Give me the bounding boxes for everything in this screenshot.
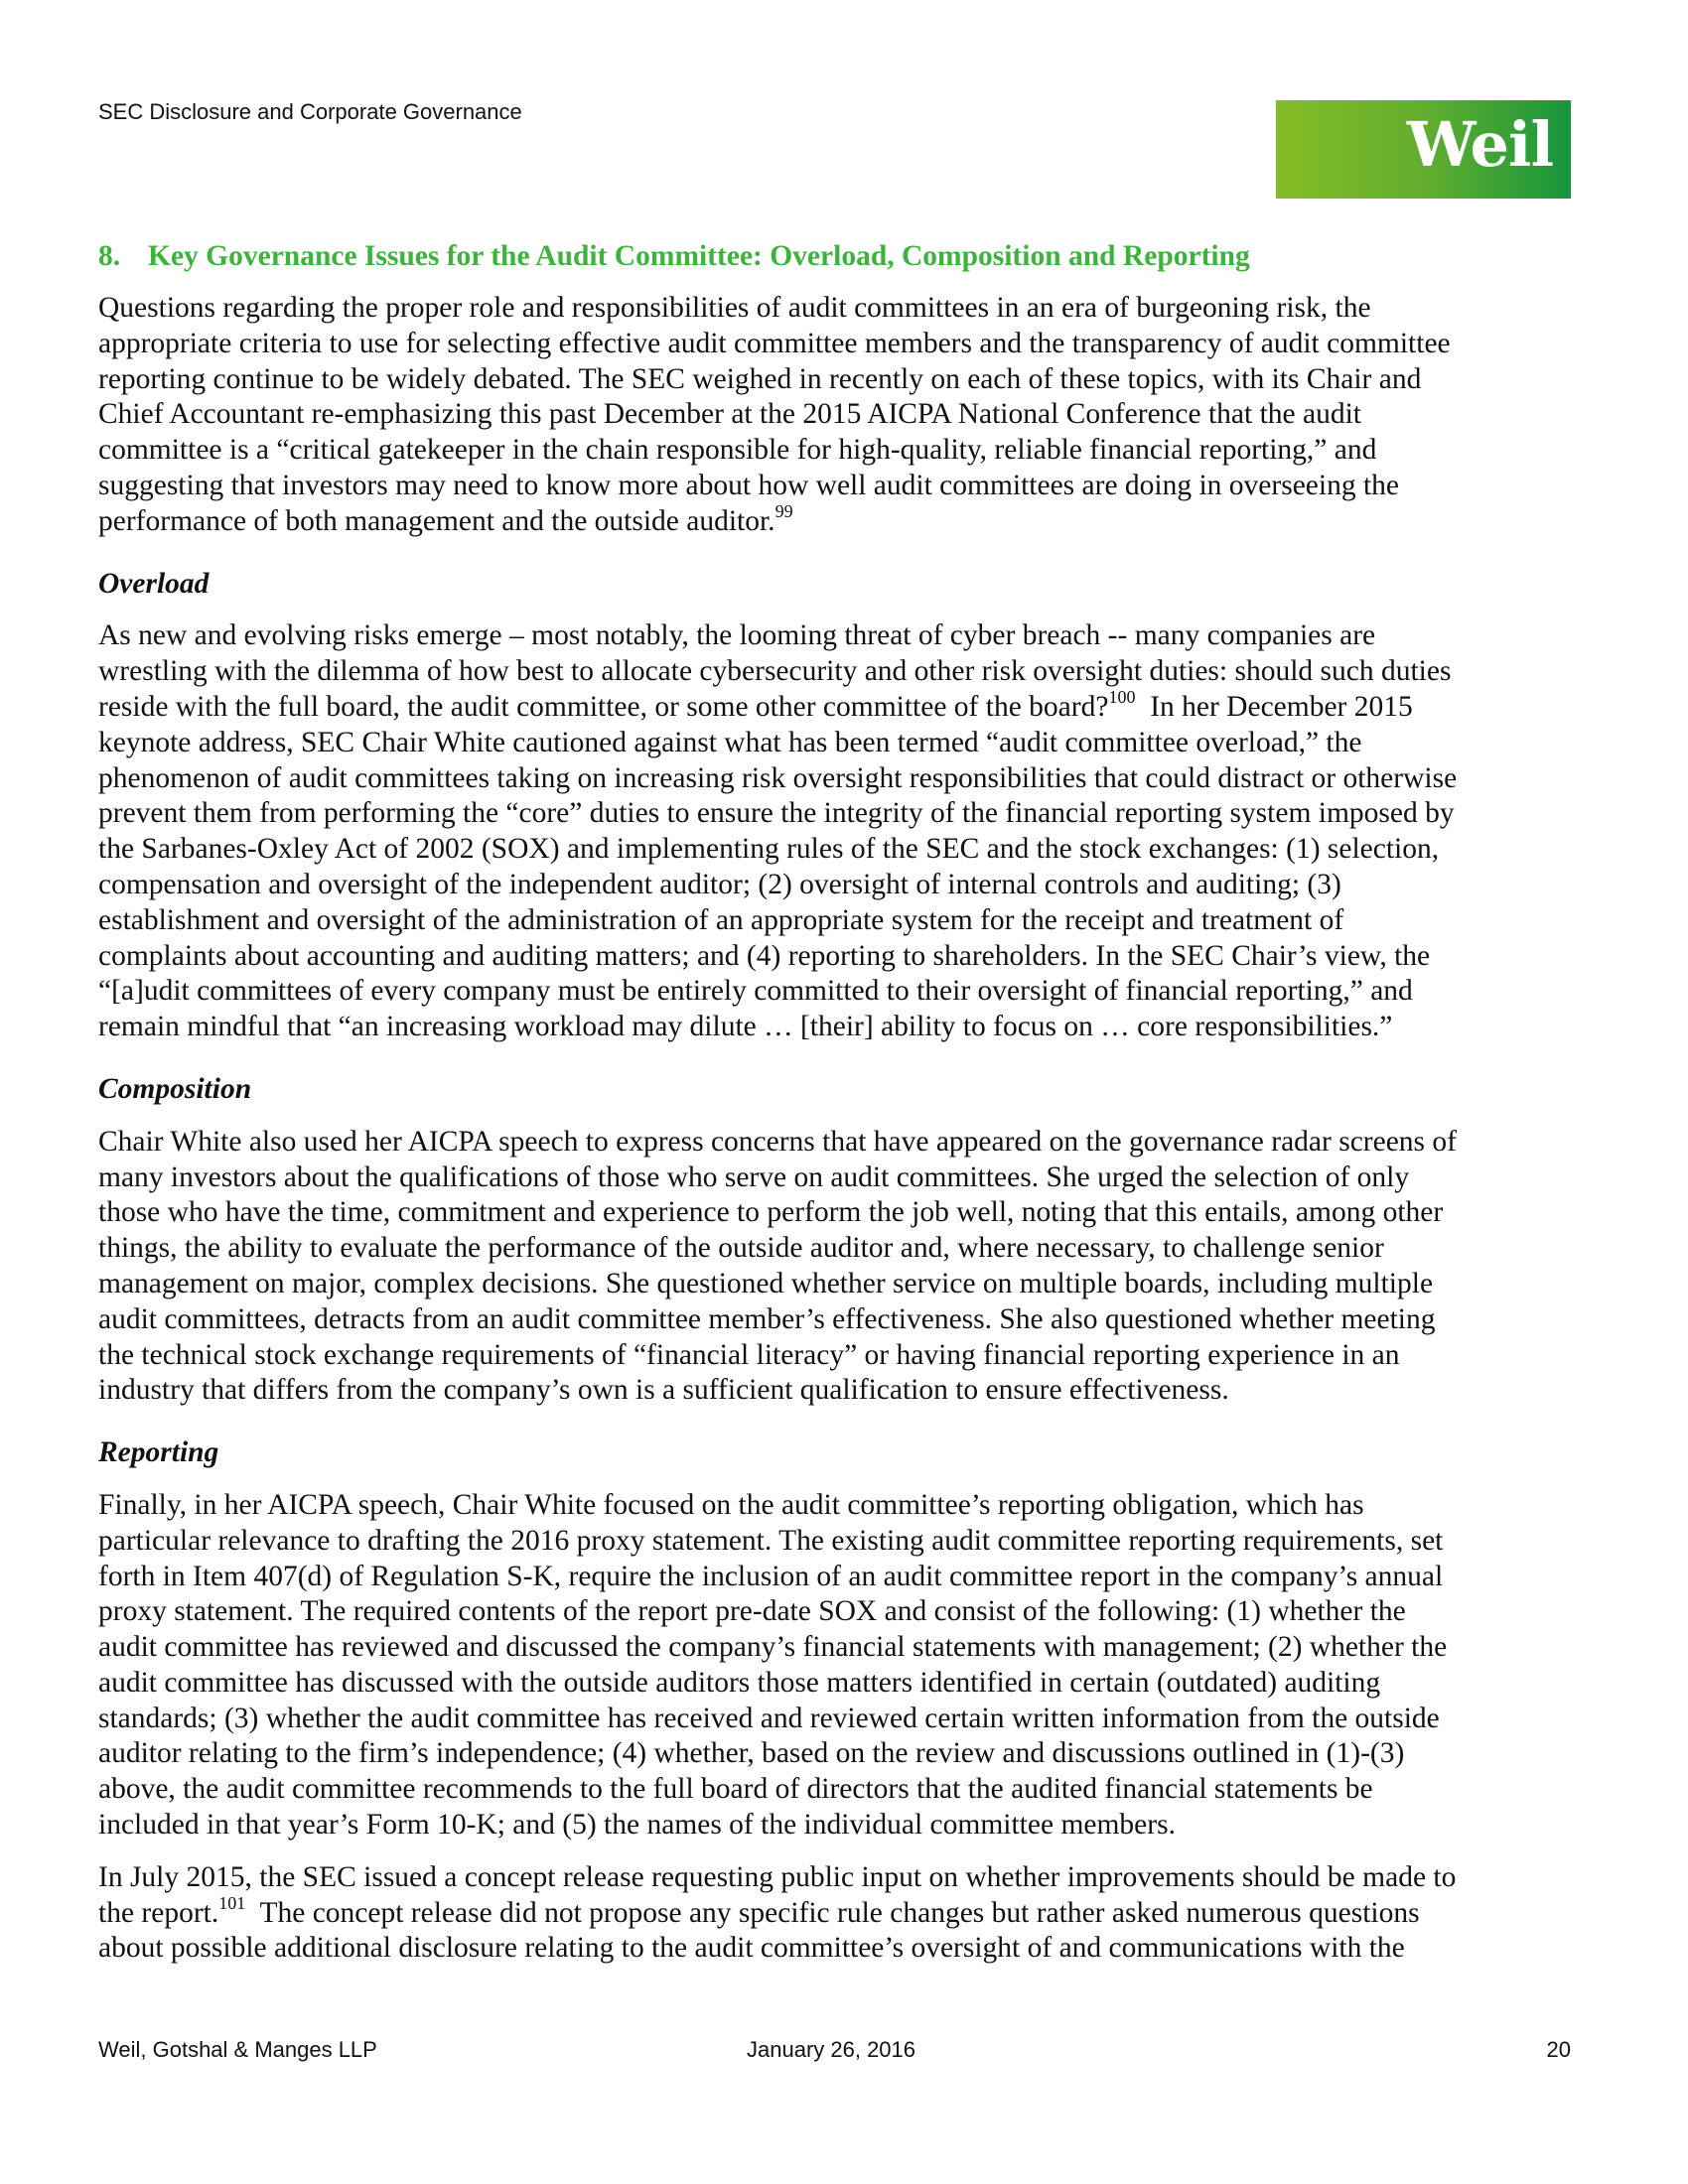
line-text: the technical stock exchange requirements of “financial literacy” or having financial reporting experience in an xyxy=(98,1338,1400,1371)
text-line xyxy=(98,726,1578,761)
text-line xyxy=(98,1666,1578,1702)
line-text: compensation and oversight of the independent auditor; (2) oversight of internal controls and auditing; (3) xyxy=(98,868,1341,900)
text-line xyxy=(98,433,1578,469)
text-line xyxy=(98,796,1578,832)
text-line xyxy=(98,1736,1578,1772)
line-text: phenomenon of audit committees taking on increasing risk oversight responsibilities that could distract or otherwise xyxy=(98,761,1458,794)
text-line xyxy=(98,686,1578,726)
line-text: audit committee has reviewed and discussed the company’s financial statements with management; (2) whether the xyxy=(98,1631,1448,1664)
line-text: above, the audit committee recommends to the full board of directors that the audited financial statements be xyxy=(98,1773,1373,1806)
text-line xyxy=(98,1373,1578,1409)
line-text: reside with the full board, the audit committee, or some other committee of the board? xyxy=(98,690,1109,723)
text-line xyxy=(98,1808,1578,1843)
text-line xyxy=(98,1630,1578,1666)
text-line xyxy=(98,1231,1578,1267)
line-text: wrestling with the dilemma of how best to allocate cybersecurity and other risk oversight duties: should such duties xyxy=(98,655,1452,688)
line-text-continued: In her December 2015 xyxy=(1135,690,1413,723)
line-text: appropriate criteria to use for selecting effective audit committee members and the transparency of audit committee xyxy=(98,327,1451,359)
line-text: Questions regarding the proper role and responsibilities of audit committees in an era of burgeoning risk, the xyxy=(98,292,1371,324)
text-line xyxy=(98,469,1578,504)
text-line xyxy=(98,327,1578,362)
paragraph xyxy=(98,1488,1578,1843)
text-line xyxy=(98,362,1578,398)
line-text: audit committee has discussed with the outside auditors those matters identified in certain (outdated) auditing xyxy=(98,1666,1381,1699)
line-text: Chief Accountant re-emphasizing this past December at the 2015 AICPA National Conference that the audit xyxy=(98,398,1361,431)
paragraph xyxy=(98,618,1578,1045)
line-text: many investors about the qualifications of those who serve on audit committees. She urged the selection of only xyxy=(98,1160,1410,1193)
text-line xyxy=(98,1860,1578,1896)
line-text-continued: The concept release did not propose any specific rule changes but rather asked numerous questions xyxy=(245,1896,1420,1929)
line-text: complaints about accounting and auditing matters; and (4) reporting to shareholders. In the SEC Chair’s view, the xyxy=(98,939,1431,972)
line-text: keynote address, SEC Chair White cautioned against what has been termed “audit committee overload,” the xyxy=(98,726,1362,758)
line-text: the Sarbanes-Oxley Act of 2002 (SOX) and implementing rules of the SEC and the stock exchanges: (1) selection, xyxy=(98,833,1440,866)
text-line xyxy=(98,500,1578,540)
text-line xyxy=(98,1195,1578,1231)
document-body xyxy=(98,238,1578,1967)
line-text: “[a]udit committees of every company must be entirely committed to their oversight of financial reporting,” and xyxy=(98,975,1413,1008)
line-text: establishment and oversight of the administration of an appropriate system for the receipt and treatment of xyxy=(98,903,1344,936)
subheading: Reporting xyxy=(98,1436,219,1469)
line-text: the report. xyxy=(98,1896,219,1929)
line-text: audit committees, detracts from an audit committee member’s effectiveness. She also questioned whether meeting xyxy=(98,1302,1436,1335)
logo-text: Weil xyxy=(1406,108,1553,181)
section-title: Key Governance Issues for the Audit Committee: Overload, Composition and Reporting xyxy=(148,240,1250,272)
text-line xyxy=(98,1160,1578,1196)
text-line xyxy=(98,903,1578,939)
text-line xyxy=(98,832,1578,868)
text-line xyxy=(98,291,1578,327)
text-line xyxy=(98,939,1578,975)
line-text: forth in Item 407(d) of Regulation S-K, require the inclusion of an audit committee report in the company’s annual xyxy=(98,1560,1444,1592)
section-heading xyxy=(98,238,1578,274)
line-text: As new and evolving risks emerge – most notably, the looming threat of cyber breach -- many companies are xyxy=(98,619,1376,652)
paragraph xyxy=(98,291,1578,540)
text-line xyxy=(98,1267,1578,1302)
page-number: 20 xyxy=(1546,2037,1571,2062)
line-text: remain mindful that “an increasing workload may dilute … [their] ability to focus on … core responsibilities.” xyxy=(98,1011,1393,1043)
text-line xyxy=(98,1010,1578,1045)
line-text: particular relevance to drafting the 2016 proxy statement. The existing audit committee reporting requirements, set xyxy=(98,1524,1444,1557)
text-line xyxy=(98,1302,1578,1338)
paragraph xyxy=(98,1860,1578,1967)
text-line xyxy=(98,1338,1578,1374)
text-line xyxy=(98,397,1578,433)
footnote-ref: 99 xyxy=(774,500,793,521)
running-header: SEC Disclosure and Corporate Governance xyxy=(98,99,522,124)
text-line xyxy=(98,1524,1578,1560)
line-text: suggesting that investors may need to know more about how well audit committees are doing in overseeing the xyxy=(98,469,1399,501)
line-text: performance of both management and the outside auditor. xyxy=(98,504,775,537)
line-text: included in that year’s Form 10-K; and (5) the names of the individual committee members. xyxy=(98,1809,1176,1842)
text-line xyxy=(98,1931,1578,1967)
text-line xyxy=(98,1560,1578,1595)
line-text: those who have the time, commitment and experience to perform the job well, noting that this entails, among other xyxy=(98,1196,1444,1229)
text-line xyxy=(98,1892,1578,1932)
footnote-ref: 100 xyxy=(1108,686,1136,707)
line-text: management on major, complex decisions. She questioned whether service on multiple boards, including multiple xyxy=(98,1267,1434,1299)
line-text: prevent them from performing the “core” duties to ensure the integrity of the financial reporting system imposed by xyxy=(98,797,1455,830)
paragraph xyxy=(98,1125,1578,1409)
line-text: proxy statement. The required contents of the report pre-date SOX and consist of the following: (1) whether the xyxy=(98,1595,1406,1628)
line-text: Finally, in her AICPA speech, Chair White focused on the audit committee’s reporting obligation, which has xyxy=(98,1488,1364,1521)
line-text: industry that differs from the company’s own is a sufficient qualification to ensure effectiveness. xyxy=(98,1374,1229,1407)
line-text: about possible additional disclosure relating to the audit committee’s oversight of and communications with the xyxy=(98,1932,1405,1965)
text-line xyxy=(98,1488,1578,1524)
footer-firm: Weil, Gotshal & Manges LLP xyxy=(98,2037,377,2062)
text-line xyxy=(98,761,1578,797)
line-text: Chair White also used her AICPA speech to express concerns that have appeared on the governance radar screens of xyxy=(98,1125,1457,1158)
line-text: In July 2015, the SEC issued a concept release requesting public input on whether improvements should be made to xyxy=(98,1860,1457,1893)
subheading: Overload xyxy=(98,567,210,600)
text-line xyxy=(98,1772,1578,1808)
text-line xyxy=(98,1702,1578,1737)
text-line xyxy=(98,654,1578,690)
subheading: Composition xyxy=(98,1072,252,1105)
line-text: standards; (3) whether the audit committee has received and reviewed certain written information from the outside xyxy=(98,1702,1440,1734)
text-line xyxy=(98,1125,1578,1160)
line-text: committee is a “critical gatekeeper in the chain responsible for high-quality, reliable financial reporting,” and xyxy=(98,434,1377,467)
text-line xyxy=(98,974,1578,1010)
text-line xyxy=(98,1594,1578,1630)
line-text: things, the ability to evaluate the performance of the outside auditor and, where necessary, to challenge senior xyxy=(98,1232,1384,1265)
footnote-ref: 101 xyxy=(218,1892,246,1913)
section-number: 8. xyxy=(98,240,121,272)
line-text: reporting continue to be widely debated. The SEC weighed in recently on each of these topics, with its Chair and xyxy=(98,362,1422,395)
line-text: auditor relating to the firm’s independence; (4) whether, based on the review and discussions outlined in (1)-(3) xyxy=(98,1737,1405,1770)
text-line xyxy=(98,618,1578,654)
footer-date: January 26, 2016 xyxy=(747,2037,916,2062)
text-line xyxy=(98,868,1578,903)
weil-logo xyxy=(1276,100,1571,199)
